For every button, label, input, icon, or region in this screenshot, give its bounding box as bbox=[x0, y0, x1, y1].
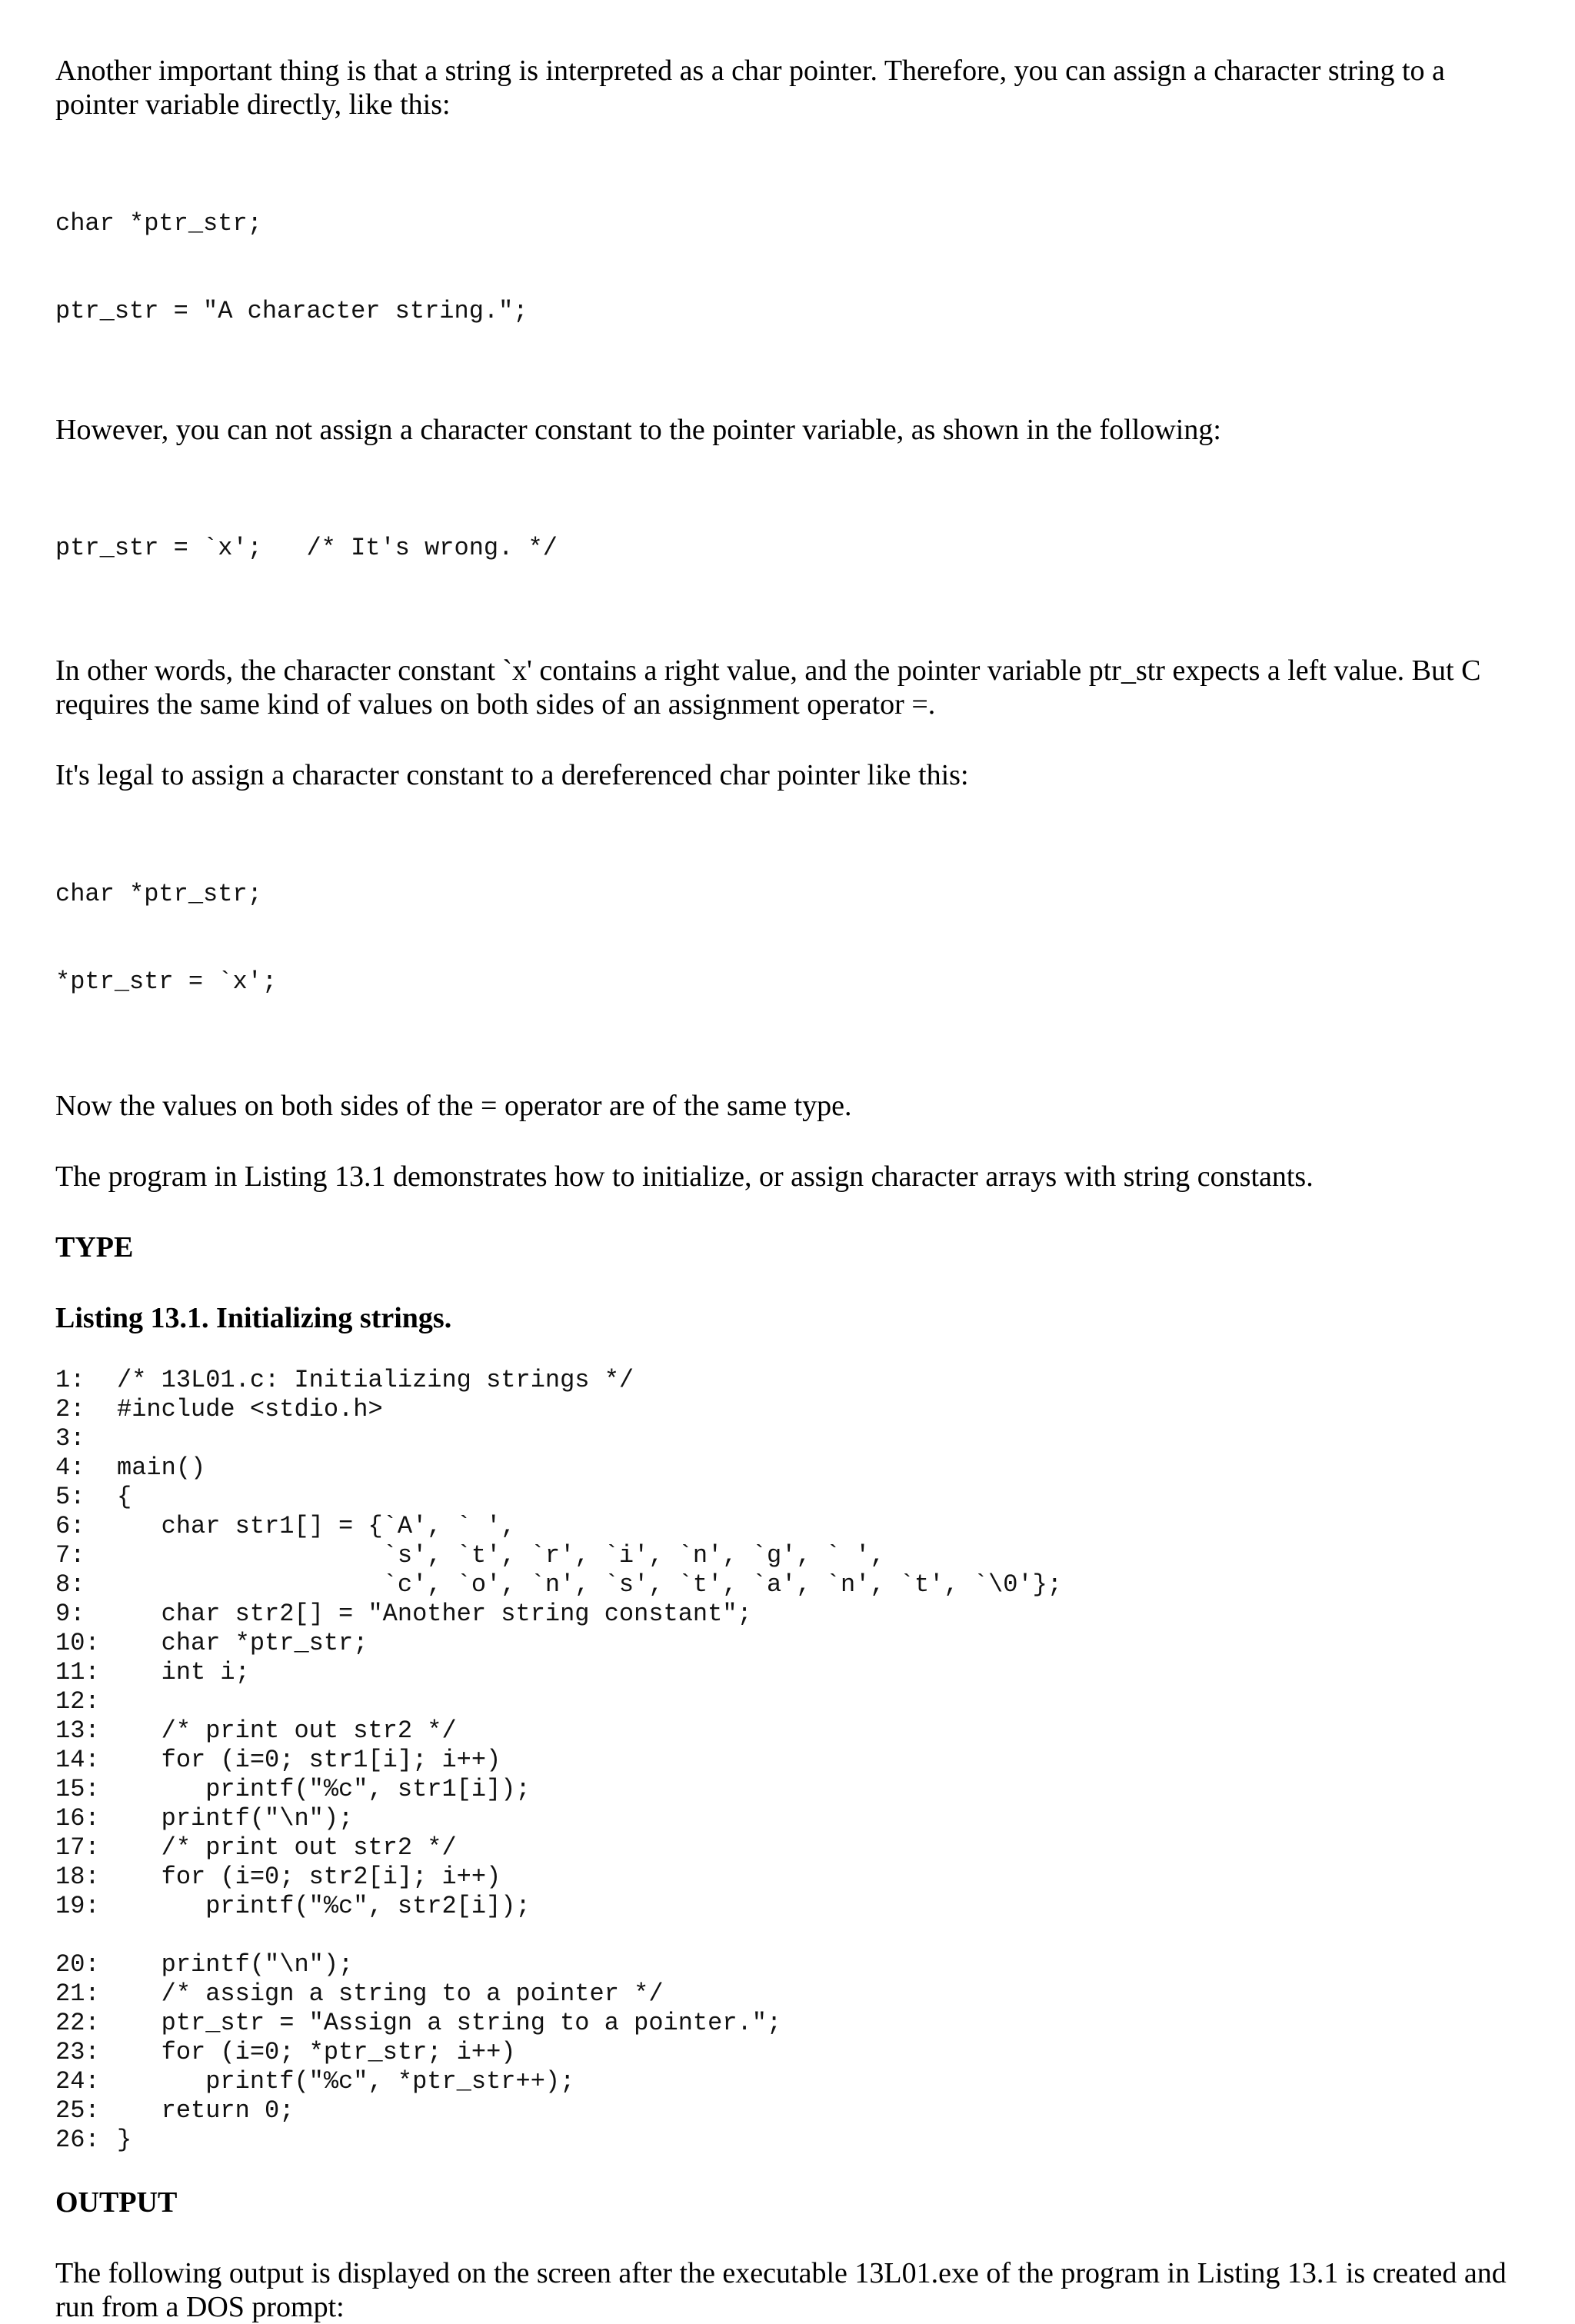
line-number: 10: bbox=[55, 1629, 100, 1657]
listing-line bbox=[55, 2067, 1532, 2096]
paragraph-legal-dereference: It's legal to assign a character constant to a dereferenced char pointer like this: bbox=[55, 759, 969, 791]
code-line: char *ptr_str; bbox=[55, 880, 262, 908]
listing-line bbox=[55, 1395, 1532, 1424]
code-line: *ptr_str = `x'; bbox=[55, 967, 278, 996]
listing-line bbox=[55, 1600, 1532, 1629]
line-source: for (i=0; str1[i]; i++) bbox=[117, 1746, 501, 1774]
output-label: OUTPUT bbox=[55, 2186, 178, 2219]
listing-line bbox=[55, 1979, 1532, 2009]
line-source: for (i=0; str2[i]; i++) bbox=[117, 1863, 501, 1891]
line-number: 23: bbox=[55, 2038, 100, 2066]
line-number: 3: bbox=[55, 1424, 85, 1453]
listing-line bbox=[55, 1746, 1532, 1775]
listing-line bbox=[55, 2126, 1532, 2155]
line-number: 7: bbox=[55, 1541, 85, 1570]
listing-line bbox=[55, 1453, 1532, 1483]
line-source: ptr_str = "Assign a string to a pointer."; bbox=[117, 2009, 782, 2037]
listing-line bbox=[55, 1863, 1532, 1892]
line-number: 15: bbox=[55, 1775, 100, 1803]
line-number: 22: bbox=[55, 2009, 100, 2037]
line-number: 8: bbox=[55, 1570, 85, 1599]
listing-line bbox=[55, 1483, 1532, 1512]
line-number: 18: bbox=[55, 1863, 100, 1891]
type-label: TYPE bbox=[55, 1231, 134, 1264]
listing-line bbox=[55, 1716, 1532, 1746]
line-number: 21: bbox=[55, 1979, 100, 2008]
line-source: printf("\n"); bbox=[117, 1804, 354, 1833]
code-line: ptr_str = `x'; /* It's wrong. */ bbox=[55, 534, 558, 562]
listing-line bbox=[55, 2038, 1532, 2067]
line-source: for (i=0; *ptr_str; i++) bbox=[117, 2038, 516, 2066]
listing-gap bbox=[55, 1921, 1532, 1950]
line-number: 2: bbox=[55, 1395, 85, 1423]
listing-line bbox=[55, 1541, 1532, 1570]
line-number: 19: bbox=[55, 1892, 100, 1920]
line-number: 6: bbox=[55, 1512, 85, 1540]
document-page bbox=[55, 54, 1532, 2324]
listing-line bbox=[55, 1570, 1532, 1600]
line-number: 25: bbox=[55, 2096, 100, 2125]
line-number: 4: bbox=[55, 1453, 85, 1482]
paragraph-output-description: The following output is displayed on the screen after the executable 13L01.exe of the program in Listing 13.1 is created and run from a DOS prompt: bbox=[55, 2257, 1514, 2323]
line-number: 12: bbox=[55, 1687, 100, 1716]
line-source: `c', `o', `n', `s', `t', `a', `n', `t', `\0'}; bbox=[117, 1570, 1062, 1599]
line-source: return 0; bbox=[117, 2096, 295, 2125]
listing-line bbox=[55, 1775, 1532, 1804]
paragraph-cannot-assign-char: However, you can not assign a character constant to the pointer variable, as shown in the following: bbox=[55, 414, 1221, 446]
line-source: /* print out str2 */ bbox=[117, 1716, 457, 1745]
line-number: 1: bbox=[55, 1366, 85, 1394]
paragraph-string-as-pointer: Another important thing is that a string is interpreted as a char pointer. Therefore, you can assign a character string to a pointer variable directly, like this: bbox=[55, 55, 1453, 121]
line-number: 20: bbox=[55, 1950, 100, 1979]
line-source: `s', `t', `r', `i', `n', `g', ` ', bbox=[117, 1541, 885, 1570]
line-source: /* print out str2 */ bbox=[117, 1833, 457, 1862]
listing-line bbox=[55, 2009, 1532, 2038]
line-source: printf("\n"); bbox=[117, 1950, 354, 1979]
line-source: main() bbox=[117, 1453, 206, 1482]
paragraph-right-left-value: In other words, the character constant `x' contains a right value, and the pointer variable ptr_str expects a left value. But C requires the same kind of values on both sides of an assignment operator =. bbox=[55, 654, 1488, 721]
listing-line bbox=[55, 2096, 1532, 2126]
code-line: char *ptr_str; bbox=[55, 209, 262, 238]
line-source: #include <stdio.h> bbox=[117, 1395, 383, 1423]
line-number: 16: bbox=[55, 1804, 100, 1833]
line-source: char str2[] = "Another string constant"; bbox=[117, 1600, 752, 1628]
listing-line bbox=[55, 1424, 1532, 1453]
listing-line bbox=[55, 1892, 1532, 1921]
code-listing bbox=[55, 1366, 1532, 2155]
line-number: 17: bbox=[55, 1833, 100, 1862]
listing-line bbox=[55, 1512, 1532, 1541]
listing-line bbox=[55, 1950, 1532, 1979]
listing-line bbox=[55, 1629, 1532, 1658]
code-line: ptr_str = "A character string."; bbox=[55, 297, 528, 325]
line-source: { bbox=[117, 1483, 132, 1511]
line-number: 24: bbox=[55, 2067, 100, 2096]
paragraph-same-type: Now the values on both sides of the = operator are of the same type. bbox=[55, 1090, 852, 1122]
line-source: printf("%c", str2[i]); bbox=[117, 1892, 531, 1920]
line-source: char *ptr_str; bbox=[117, 1629, 368, 1657]
line-source: int i; bbox=[117, 1658, 250, 1686]
code-snippet-wrong-assign bbox=[55, 475, 1532, 621]
line-number: 13: bbox=[55, 1716, 100, 1745]
line-source: printf("%c", str1[i]); bbox=[117, 1775, 531, 1803]
line-source: /* 13L01.c: Initializing strings */ bbox=[117, 1366, 634, 1394]
listing-line bbox=[55, 1366, 1532, 1395]
listing-title: Listing 13.1. Initializing strings. bbox=[55, 1302, 452, 1334]
listing-line bbox=[55, 1687, 1532, 1716]
paragraph-listing-intro: The program in Listing 13.1 demonstrates how to initialize, or assign character arrays with string constants. bbox=[55, 1160, 1314, 1193]
line-source: } bbox=[117, 2126, 132, 2154]
line-source: /* assign a string to a pointer */ bbox=[117, 1979, 664, 2008]
line-source: printf("%c", *ptr_str++); bbox=[117, 2067, 575, 2096]
listing-line bbox=[55, 1804, 1532, 1833]
line-number: 5: bbox=[55, 1483, 85, 1511]
line-number: 26: bbox=[55, 2126, 100, 2154]
listing-line bbox=[55, 1833, 1532, 1863]
line-number: 11: bbox=[55, 1658, 100, 1686]
listing-line bbox=[55, 1658, 1532, 1687]
line-number: 9: bbox=[55, 1600, 85, 1628]
line-source: char str1[] = {`A', ` ', bbox=[117, 1512, 516, 1540]
line-number: 14: bbox=[55, 1746, 100, 1774]
code-snippet-dereference-assign bbox=[55, 821, 1532, 1055]
code-snippet-assign-string bbox=[55, 151, 1532, 385]
